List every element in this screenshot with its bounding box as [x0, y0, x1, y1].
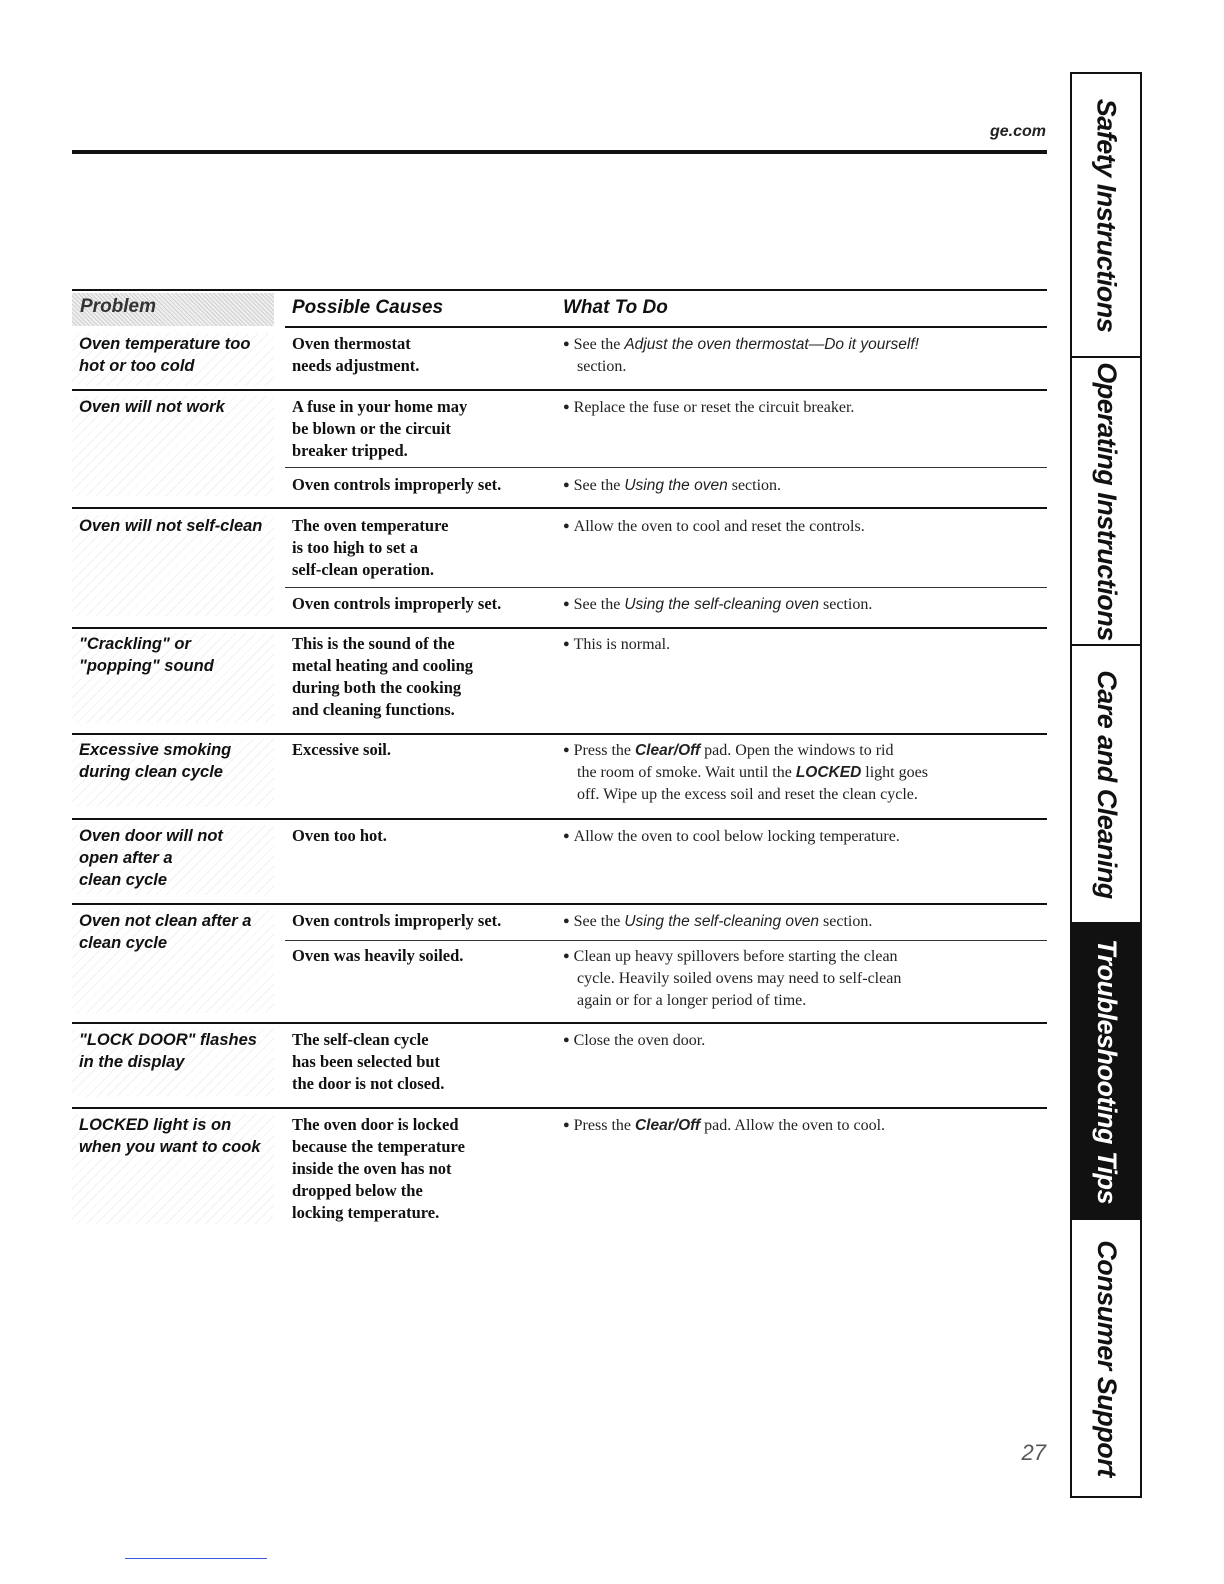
todo-cell: ● Close the oven door. — [563, 1032, 706, 1049]
row-rule — [72, 507, 1047, 509]
problem-cell: Oven not clean after a clean cycle — [72, 910, 274, 1013]
bullet-icon: ● — [563, 638, 570, 650]
todo-cell: ● This is normal. — [563, 636, 671, 653]
table-top-rule — [72, 289, 1047, 291]
row-rule — [72, 818, 1047, 820]
cause-cell: Oven controls improperly set. — [292, 475, 502, 494]
tab-safety-instructions[interactable]: Safety Instructions — [1072, 74, 1140, 358]
header-what-to-do: What To Do — [563, 297, 668, 318]
tab-consumer-support[interactable]: Consumer Support — [1091, 1239, 1122, 1477]
header-underline — [285, 326, 1047, 328]
problem-cell: Oven door will not open after a clean cycle — [72, 825, 274, 895]
cause-cell: Oven was heavily soiled. — [292, 946, 464, 965]
site-url: ge.com — [989, 123, 1046, 140]
cause-rule — [285, 940, 1047, 941]
todo-cell: ● Clean up heavy spillovers before starting the clean cycle. Heavily soiled ovens may need to self-clean again or for a longer period of time. — [563, 948, 902, 1009]
bullet-icon: ● — [563, 1119, 570, 1131]
bullet-icon: ● — [563, 1034, 570, 1046]
todo-cell: ● See the Adjust the oven thermostat—Do it yourself! section. — [563, 336, 919, 375]
bullet-icon: ● — [563, 338, 570, 350]
cause-cell: The oven temperature is too high to set a self-clean operation. — [292, 516, 449, 579]
todo-cell: ● See the Using the oven section. — [563, 477, 782, 494]
problem-cell: Oven will not work — [72, 396, 274, 496]
footer-line — [125, 1558, 267, 1559]
tab-care-and-cleaning[interactable]: Care and Cleaning — [1072, 646, 1140, 924]
cause-rule — [285, 587, 1047, 588]
bullet-icon: ● — [563, 598, 570, 610]
row-rule — [72, 389, 1047, 391]
problem-cell: Oven will not self-clean — [72, 515, 274, 616]
cause-cell: Oven controls improperly set. — [292, 594, 502, 613]
tab-operating-instructions[interactable]: Operating Instructions — [1072, 358, 1140, 646]
bullet-icon: ● — [563, 950, 570, 962]
cause-cell: Oven too hot. — [292, 826, 387, 845]
cause-cell: A fuse in your home may be blown or the circuit breaker tripped. — [292, 397, 468, 460]
todo-cell: ● Allow the oven to cool and reset the controls. — [563, 518, 865, 535]
problem-cell: Oven temperature too hot or too cold — [72, 333, 274, 386]
cause-cell: Oven controls improperly set. — [292, 911, 502, 930]
cause-rule — [285, 467, 1047, 468]
row-rule — [72, 733, 1047, 735]
bullet-icon: ● — [563, 479, 570, 491]
tab-troubleshooting-tips[interactable]: Troubleshooting Tips — [1072, 924, 1140, 1220]
bullet-icon: ● — [563, 744, 570, 756]
todo-cell: ● Allow the oven to cool below locking temperature. — [563, 828, 900, 845]
row-rule — [72, 903, 1047, 905]
cause-cell: The oven door is locked because the temperature inside the oven has not dropped below the locking temperature. — [292, 1115, 465, 1222]
bullet-icon: ● — [563, 830, 570, 842]
row-rule — [72, 1107, 1047, 1109]
section-sidebar — [1070, 72, 1142, 1498]
problem-cell: Excessive smoking during clean cycle — [72, 739, 274, 807]
header-problem: Problem — [72, 293, 274, 326]
cause-cell: Excessive soil. — [292, 740, 391, 759]
problem-cell: "Crackling" or "popping" sound — [72, 633, 274, 723]
row-rule — [72, 627, 1047, 629]
todo-cell: ● Press the Clear/Off pad. Allow the oven to cool. — [563, 1117, 886, 1134]
cause-cell: The self-clean cycle has been selected but the door is not closed. — [292, 1030, 445, 1093]
problem-cell: LOCKED light is on when you want to cook — [72, 1114, 274, 1224]
todo-cell: ● Press the Clear/Off pad. Open the windows to rid the room of smoke. Wait until the LOCKED light goes off. Wipe up the excess soil and reset the clean cycle. — [563, 742, 928, 803]
bullet-icon: ● — [563, 915, 570, 927]
page-number: 27 — [1021, 1440, 1046, 1465]
bullet-icon: ● — [563, 401, 570, 413]
cause-cell: Oven thermostat needs adjustment. — [292, 334, 420, 375]
todo-cell: ● Replace the fuse or reset the circuit breaker. — [563, 399, 855, 416]
header-possible-causes: Possible Causes — [292, 297, 444, 318]
problem-cell: "LOCK DOOR" flashes in the display — [72, 1029, 274, 1097]
todo-cell: ● See the Using the self-cleaning oven section. — [563, 596, 873, 613]
header-rule — [72, 150, 1047, 154]
row-rule — [72, 1022, 1047, 1024]
bullet-icon: ● — [563, 520, 570, 532]
todo-cell: ● See the Using the self-cleaning oven section. — [563, 913, 873, 930]
cause-cell: This is the sound of the metal heating and cooling during both the cooking and cleaning functions. — [292, 634, 474, 719]
